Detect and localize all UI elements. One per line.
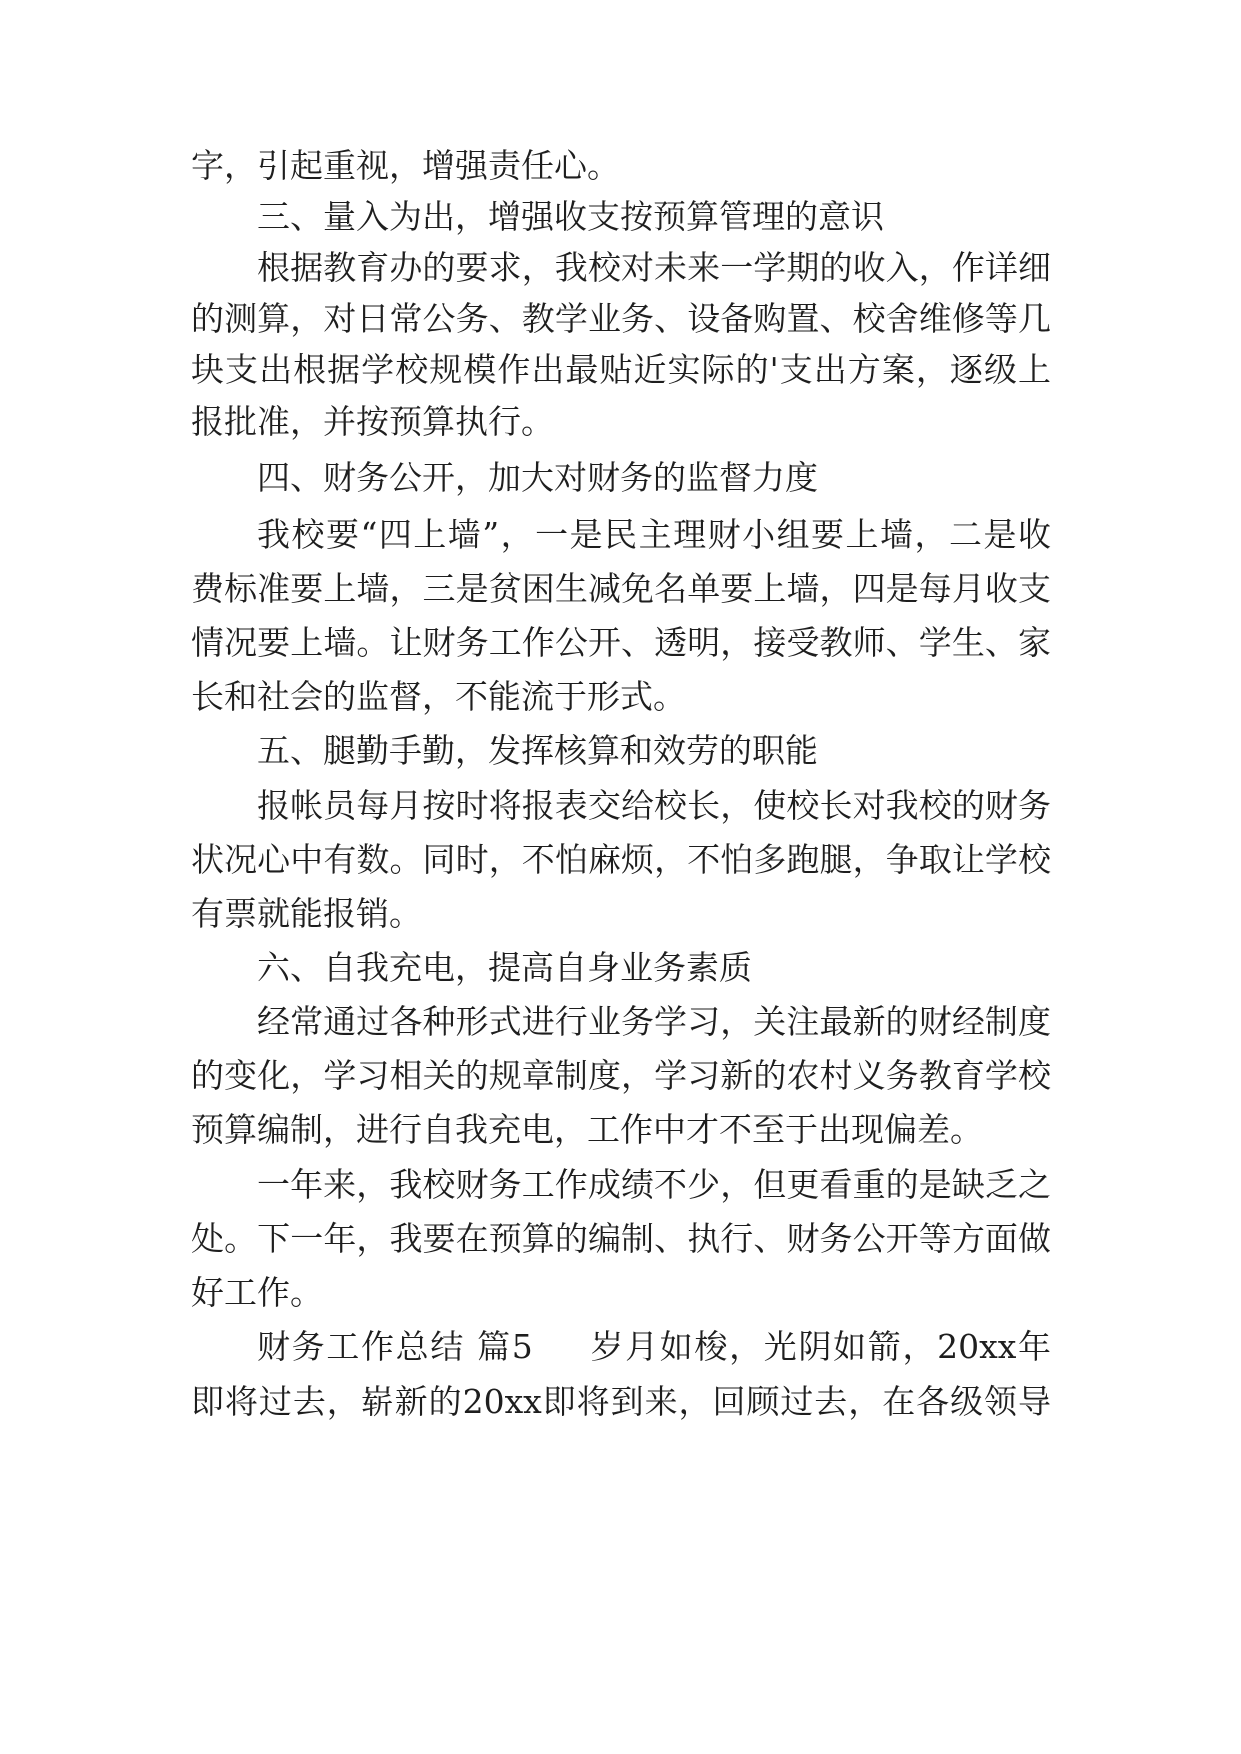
paragraph-line: 经常通过各种形式进行业务学习，关注最新的财经制度 [257,1002,1051,1041]
section-heading-4: 四、财务公开，加大对财务的监督力度 [257,458,818,497]
paragraph-line: 我校要“四上墙”，一是民主理财小组要上墙，二是收 [257,515,1051,554]
paragraph-line: 一年来，我校财务工作成绩不少，但更看重的是缺乏之 [257,1165,1051,1204]
paragraph-line: 费标准要上墙，三是贫困生减免名单要上墙，四是每月收支 [191,569,1051,608]
paragraph-line: 块支出根据学校规模作出最贴近实际的'支出方案，逐级上 [191,350,1051,389]
paragraph-line: 有票就能报销。 [191,894,422,933]
intro-text: 岁月如梭，光阴如箭，20xx年 [588,1327,1051,1366]
paragraph-line: 即将过去，崭新的20xx即将到来，回顾过去，在各级领导 [191,1382,1051,1421]
section-heading-6: 六、自我充电，提高自身业务素质 [257,948,752,987]
article-title: 财务工作总结 篇5 [257,1327,533,1366]
section-heading-3: 三、量入为出，增强收支按预算管理的意识 [257,197,884,236]
paragraph-line: 报帐员每月按时将报表交给校长，使校长对我校的财务 [257,786,1051,825]
section-heading-5: 五、腿勤手勤，发挥核算和效劳的职能 [257,731,818,770]
paragraph-line: 情况要上墙。让财务工作公开、透明，接受教师、学生、家 [191,623,1051,662]
paragraph-line: 状况心中有数。同时，不怕麻烦，不怕多跑腿，争取让学校 [191,840,1051,879]
paragraph-line: 预算编制，进行自我充电，工作中才不至于出现偏差。 [191,1110,983,1149]
paragraph-line: 报批准，并按预算执行。 [191,402,554,441]
article-title-line [257,1322,1051,1372]
paragraph-line: 的测算，对日常公务、教学业务、设备购置、校舍维修等几 [191,299,1051,338]
paragraph-line: 长和社会的监督，不能流于形式。 [191,677,686,716]
paragraph-line: 处。下一年，我要在预算的编制、执行、财务公开等方面做 [191,1219,1051,1258]
paragraph-line: 字，引起重视，增强责任心。 [191,146,620,185]
paragraph-line: 根据教育办的要求，我校对未来一学期的收入，作详细 [257,248,1051,287]
paragraph-line: 的变化，学习相关的规章制度，学习新的农村义务教育学校 [191,1056,1051,1095]
paragraph-line: 好工作。 [191,1273,323,1312]
